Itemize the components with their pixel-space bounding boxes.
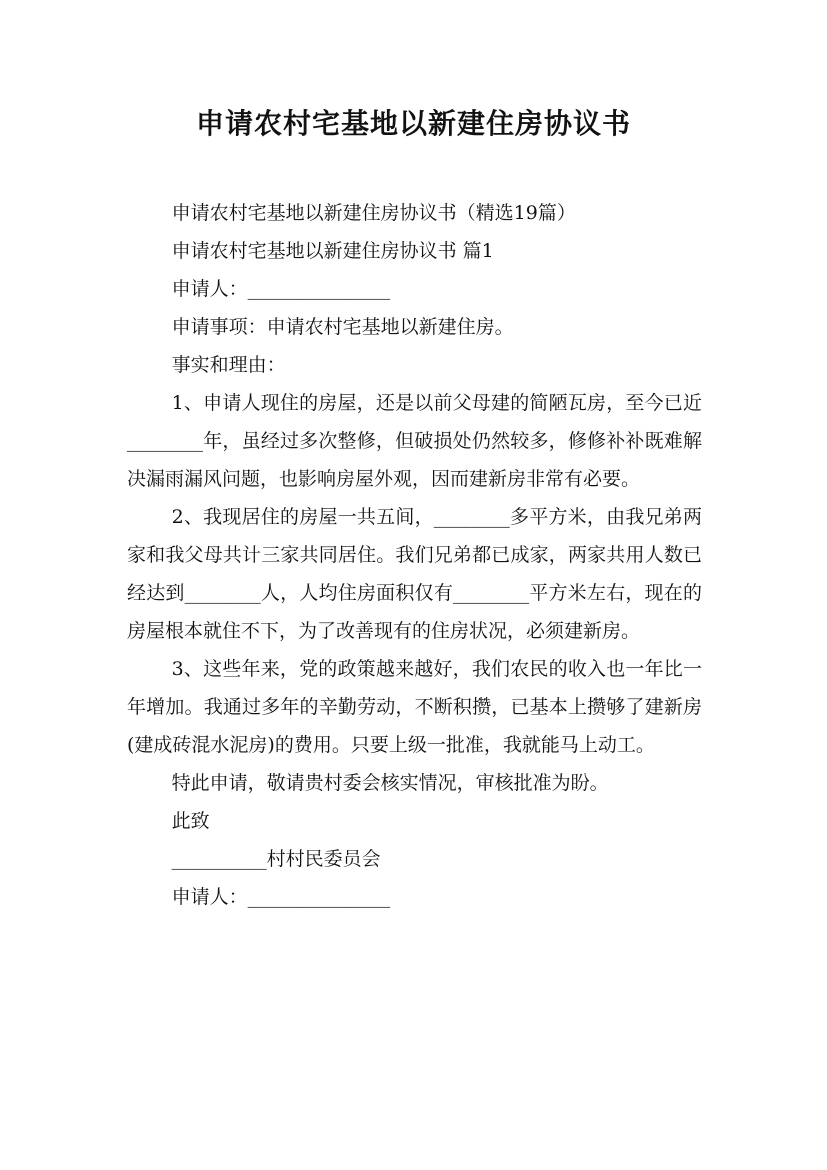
subtitle-line: 申请农村宅基地以新建住房协议书（精选19篇） xyxy=(171,202,576,224)
request-line: 特此申请，敬请贵村委会核实情况，审核批准为盼。 xyxy=(171,772,609,794)
signature-line: 申请人：_______________ xyxy=(171,886,391,908)
document-body xyxy=(127,194,702,916)
reason-paragraph-3: 3、这些年来，党的政策越来越好，我们农民的收入也一年比一年增加。我通过多年的辛勤劳动，不断积攒，已基本上攒够了建新房(建成砖混水泥房)的费用。只要上级一批准，我就能马上动工。 xyxy=(127,658,702,756)
committee-line: __________村村民委员会 xyxy=(171,848,381,870)
salutation-line: 此致 xyxy=(171,810,210,832)
application-matter: 申请事项：申请农村宅基地以新建住房。 xyxy=(171,316,514,338)
reason-paragraph-1: 1、申请人现住的房屋，还是以前父母建的简陋瓦房，至今已近________年，虽经过多次整修，但破损处仍然较多，修修补补既难解决漏雨漏风问题，也影响房屋外观，因而建新房非常有必要。 xyxy=(127,392,702,490)
document-title: 申请农村宅基地以新建住房协议书 xyxy=(195,107,631,140)
facts-heading: 事实和理由： xyxy=(171,354,286,376)
reason-paragraph-2: 2、我现居住的房屋一共五间，________多平方米，由我兄弟两家和我父母共计三家共同居住。我们兄弟都已成家，两家共用人数已经达到________人，人均住房面积仅有________平方米左右，现在的房屋根本就住不下，为了改善现有的住房状况，必须建新房。 xyxy=(127,506,702,642)
section-heading: 申请农村宅基地以新建住房协议书 篇1 xyxy=(171,240,494,262)
applicant-line: 申请人：_______________ xyxy=(171,278,391,300)
